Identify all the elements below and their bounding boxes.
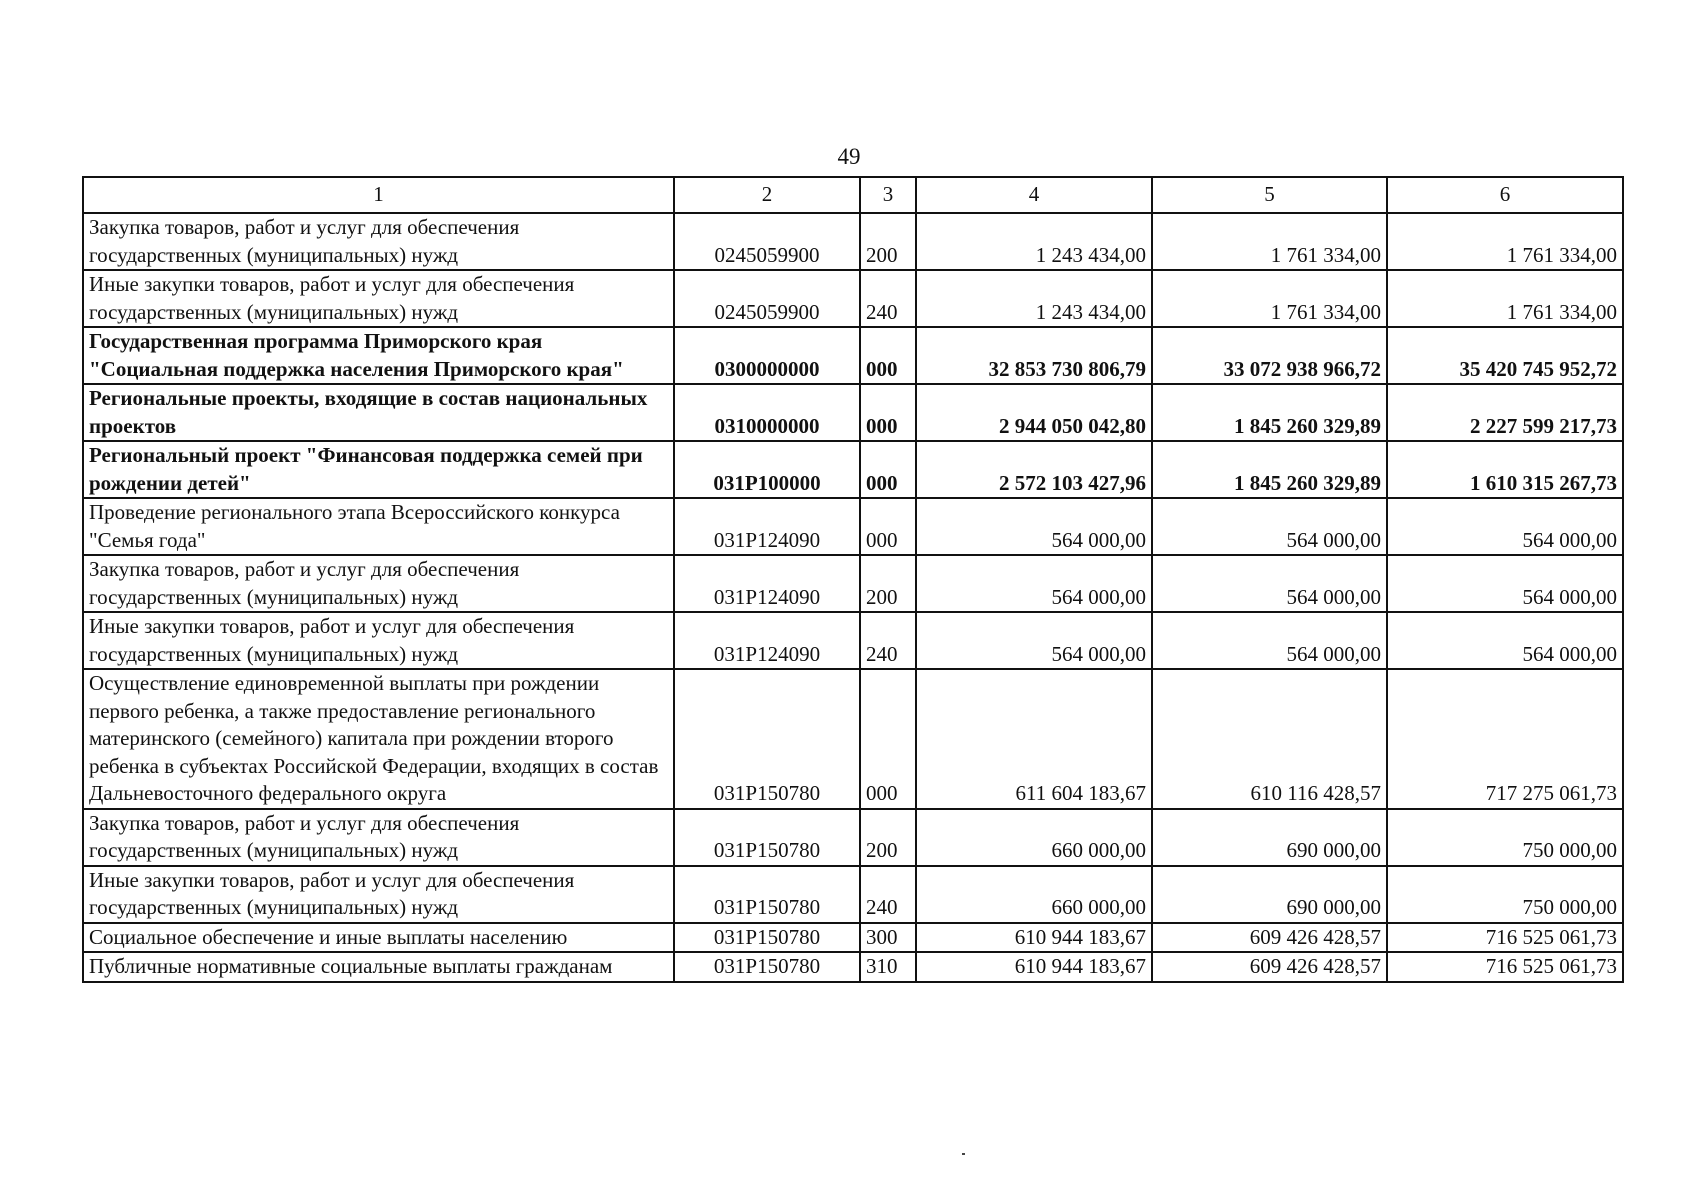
amount-column-5: 1 845 260 329,89 — [1152, 384, 1387, 441]
amount-column-4: 660 000,00 — [916, 866, 1152, 923]
amount-column-6: 717 275 061,73 — [1387, 669, 1623, 809]
target-article-code: 031P124090 — [674, 498, 860, 555]
target-article-code: 031P100000 — [674, 441, 860, 498]
budget-item-name: Осуществление единовременной выплаты при рождении первого ребенка, а также предоставление регионального материнского (семейного) капитала при рождении второго ребенка в субъектах Российской Федерации, входящих в состав Дальневосточного федерального округа — [83, 669, 674, 809]
amount-column-6: 35 420 745 952,72 — [1387, 327, 1623, 384]
target-article-code: 0300000000 — [674, 327, 860, 384]
amount-column-4: 610 944 183,67 — [916, 923, 1152, 953]
budget-item-name: Проведение регионального этапа Всероссийского конкурса "Семья года" — [83, 498, 674, 555]
budget-item-name: Закупка товаров, работ и услуг для обеспечения государственных (муниципальных) нужд — [83, 555, 674, 612]
header-row — [83, 177, 1623, 213]
target-article-code: 0310000000 — [674, 384, 860, 441]
expense-type-code: 000 — [860, 384, 916, 441]
target-article-code: 031P124090 — [674, 555, 860, 612]
expense-type-code: 240 — [860, 270, 916, 327]
budget-item-name: Публичные нормативные социальные выплаты гражданам — [83, 952, 674, 982]
column-header: 2 — [674, 177, 860, 213]
amount-column-4: 660 000,00 — [916, 809, 1152, 866]
amount-column-4: 2 944 050 042,80 — [916, 384, 1152, 441]
budget-item-name: Социальное обеспечение и иные выплаты населению — [83, 923, 674, 953]
amount-column-5: 610 116 428,57 — [1152, 669, 1387, 809]
table-row — [83, 809, 1623, 866]
expense-type-code: 000 — [860, 669, 916, 809]
target-article-code: 031P124090 — [674, 612, 860, 669]
column-header: 6 — [1387, 177, 1623, 213]
amount-column-4: 1 243 434,00 — [916, 213, 1152, 270]
budget-item-name: Закупка товаров, работ и услуг для обеспечения государственных (муниципальных) нужд — [83, 809, 674, 866]
amount-column-6: 1 761 334,00 — [1387, 270, 1623, 327]
amount-column-4: 611 604 183,67 — [916, 669, 1152, 809]
expense-type-code: 240 — [860, 866, 916, 923]
amount-column-4: 564 000,00 — [916, 612, 1152, 669]
table-row — [83, 923, 1623, 953]
amount-column-5: 690 000,00 — [1152, 809, 1387, 866]
expense-type-code: 000 — [860, 441, 916, 498]
table-row — [83, 555, 1623, 612]
table-row — [83, 327, 1623, 384]
table-row — [83, 612, 1623, 669]
expense-type-code: 000 — [860, 327, 916, 384]
amount-column-4: 32 853 730 806,79 — [916, 327, 1152, 384]
amount-column-4: 2 572 103 427,96 — [916, 441, 1152, 498]
amount-column-6: 750 000,00 — [1387, 809, 1623, 866]
table-row — [83, 441, 1623, 498]
table-row — [83, 270, 1623, 327]
amount-column-5: 1 845 260 329,89 — [1152, 441, 1387, 498]
expense-type-code: 200 — [860, 809, 916, 866]
table-row — [83, 498, 1623, 555]
amount-column-6: 2 227 599 217,73 — [1387, 384, 1623, 441]
table-row — [83, 213, 1623, 270]
budget-item-name: Закупка товаров, работ и услуг для обеспечения государственных (муниципальных) нужд — [83, 213, 674, 270]
column-header: 4 — [916, 177, 1152, 213]
amount-column-5: 33 072 938 966,72 — [1152, 327, 1387, 384]
budget-item-name: Иные закупки товаров, работ и услуг для обеспечения государственных (муниципальных) нужд — [83, 866, 674, 923]
amount-column-5: 609 426 428,57 — [1152, 952, 1387, 982]
amount-column-5: 564 000,00 — [1152, 498, 1387, 555]
table-row — [83, 866, 1623, 923]
amount-column-6: 1 610 315 267,73 — [1387, 441, 1623, 498]
budget-table — [82, 176, 1624, 983]
expense-type-code: 300 — [860, 923, 916, 953]
column-header: 3 — [860, 177, 916, 213]
expense-type-code: 240 — [860, 612, 916, 669]
amount-column-4: 610 944 183,67 — [916, 952, 1152, 982]
amount-column-6: 1 761 334,00 — [1387, 213, 1623, 270]
target-article-code: 031P150780 — [674, 923, 860, 953]
amount-column-5: 1 761 334,00 — [1152, 213, 1387, 270]
amount-column-6: 564 000,00 — [1387, 498, 1623, 555]
target-article-code: 031P150780 — [674, 669, 860, 809]
amount-column-6: 564 000,00 — [1387, 612, 1623, 669]
amount-column-6: 564 000,00 — [1387, 555, 1623, 612]
table-row — [83, 669, 1623, 809]
expense-type-code: 310 — [860, 952, 916, 982]
amount-column-5: 564 000,00 — [1152, 555, 1387, 612]
budget-item-name: Региональные проекты, входящие в состав национальных проектов — [83, 384, 674, 441]
scan-dot — [962, 1153, 965, 1155]
budget-item-name: Иные закупки товаров, работ и услуг для обеспечения государственных (муниципальных) нужд — [83, 612, 674, 669]
amount-column-5: 1 761 334,00 — [1152, 270, 1387, 327]
amount-column-6: 716 525 061,73 — [1387, 923, 1623, 953]
amount-column-4: 1 243 434,00 — [916, 270, 1152, 327]
budget-item-name: Государственная программа Приморского края "Социальная поддержка населения Приморского края" — [83, 327, 674, 384]
page-number: 49 — [837, 144, 861, 169]
column-header: 1 — [83, 177, 674, 213]
target-article-code: 031P150780 — [674, 809, 860, 866]
target-article-code: 0245059900 — [674, 213, 860, 270]
expense-type-code: 200 — [860, 555, 916, 612]
amount-column-5: 564 000,00 — [1152, 612, 1387, 669]
column-header: 5 — [1152, 177, 1387, 213]
table-row — [83, 952, 1623, 982]
table-row — [83, 384, 1623, 441]
amount-column-4: 564 000,00 — [916, 555, 1152, 612]
target-article-code: 031P150780 — [674, 866, 860, 923]
amount-column-5: 609 426 428,57 — [1152, 923, 1387, 953]
budget-item-name: Региональный проект "Финансовая поддержка семей при рождении детей" — [83, 441, 674, 498]
budget-item-name: Иные закупки товаров, работ и услуг для обеспечения государственных (муниципальных) нужд — [83, 270, 674, 327]
target-article-code: 0245059900 — [674, 270, 860, 327]
target-article-code: 031P150780 — [674, 952, 860, 982]
amount-column-5: 690 000,00 — [1152, 866, 1387, 923]
expense-type-code: 000 — [860, 498, 916, 555]
amount-column-6: 716 525 061,73 — [1387, 952, 1623, 982]
amount-column-6: 750 000,00 — [1387, 866, 1623, 923]
expense-type-code: 200 — [860, 213, 916, 270]
amount-column-4: 564 000,00 — [916, 498, 1152, 555]
